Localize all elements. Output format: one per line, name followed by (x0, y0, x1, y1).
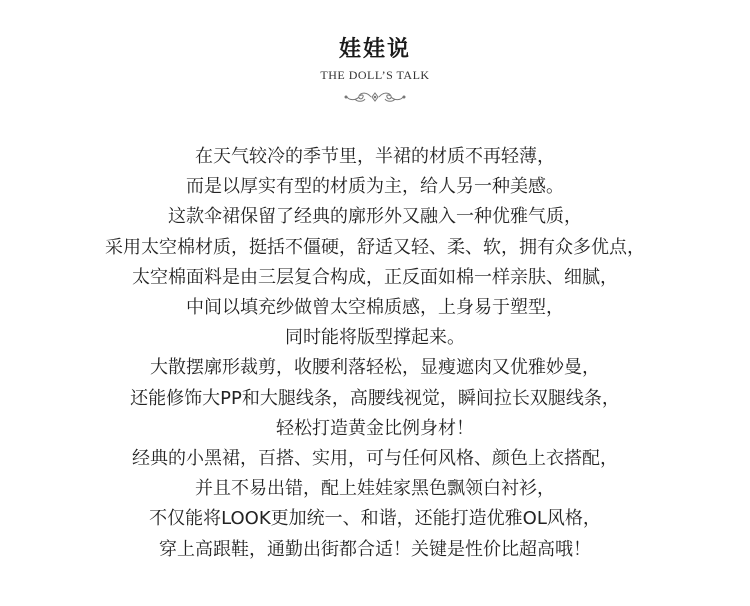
text-line: 在天气较冷的季节里，半裙的材质不再轻薄， (195, 146, 555, 167)
text-line: 不仅能将LOOK更加统一、和谐，还能打造优雅OL风格， (149, 508, 601, 530)
text-line: 还能修饰大PP和大腿线条，高腰线视觉，瞬间拉长双腿线条， (130, 387, 620, 409)
text-line: 经典的小黑裙，百搭、实用，可与任何风格、颜色上衣搭配， (132, 448, 618, 470)
text-line: 同时能将版型撑起来。 (285, 327, 465, 349)
floral-scroll-ornament-icon (343, 90, 407, 104)
page-title: 娃娃说 (338, 36, 411, 62)
header (0, 34, 750, 104)
text-line: 大散摆廓形裁剪，收腰利落轻松，显瘦遮肉又优雅妙曼， (150, 357, 600, 379)
text-line: 而是以厚实有型的材质为主，给人另一种美感。 (186, 176, 564, 198)
text-line: 中间以填充纱做曾太空棉质感，上身易于塑型， (186, 297, 564, 319)
text-line: 这款伞裙保留了经典的廓形外又融入一种优雅气质， (168, 206, 582, 228)
text-line: 轻松打造黄金比例身材！ (276, 417, 474, 439)
text-line: 采用太空棉材质，挺括不僵硬，舒适又轻、柔、软，拥有众多优点， (105, 236, 645, 258)
text-line: 穿上高跟鞋，通勤出街都合适！关键是性价比超高哦！ (159, 538, 591, 560)
page-subtitle: THE DOLL’S TALK (320, 68, 430, 82)
text-line: 太空棉面料是由三层复合构成，正反面如棉一样亲肤、细腻， (132, 266, 618, 288)
description-text (0, 142, 750, 565)
text-line: 并且不易出错，配上娃娃家黑色飘领白衬衫， (195, 478, 555, 500)
